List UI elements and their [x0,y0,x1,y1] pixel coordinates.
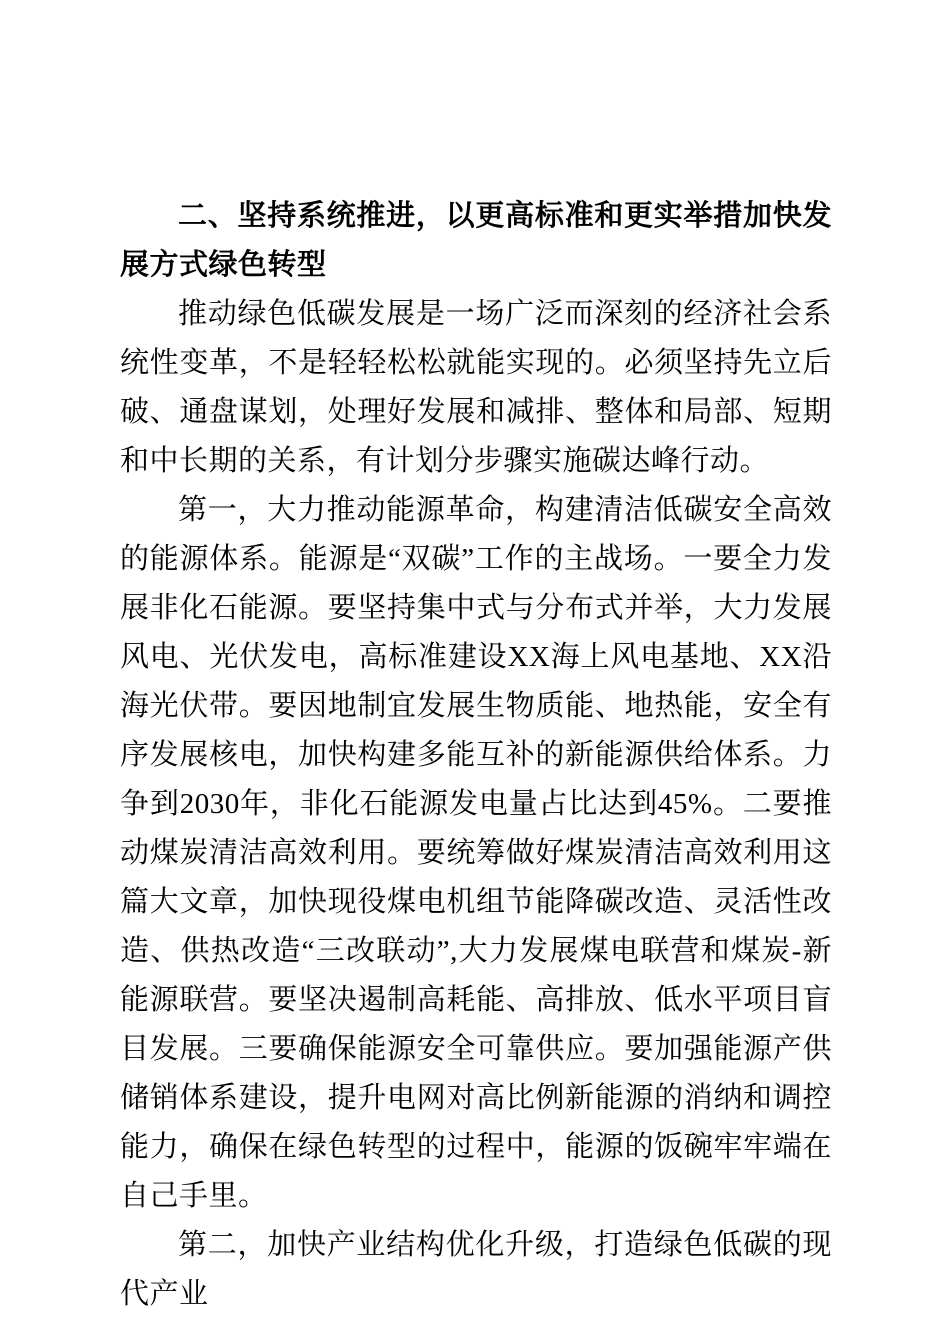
paragraph-second-point: 第二，加快产业结构优化升级，打造绿色低碳的现代产业 [120,1229,832,1310]
section-heading: 二、坚持系统推进，以更高标准和更实举措加快发展方式绿色转型 [120,200,832,281]
paragraph-first-point: 第一，大力推动能源革命，构建清洁低碳安全高效的能源体系。能源是“双碳”工作的主战场。一要全力发展非化石能源。要坚持集中式与分布式并举，大力发展风电、光伏发电，高标准建设XX海上风电基地、XX沿海光伏带。要因地制宜发展生物质能、地热能，安全有序发展核电，加快构建多能互补的新能源供给体系。力争到2030年，非化石能源发电量占比达到45%。二要推动煤炭清洁高效利用。要统筹做好煤炭清洁高效利用这篇大文章，加快现役煤电机组节能降碳改造、灵活性改造、供热改造“三改联动”,大力发展煤电联营和煤炭-新能源联营。要坚决遏制高耗能、高排放、低水平项目盲目发展。三要确保能源安全可靠供应。要加强能源产供储销体系建设，提升电网对高比例新能源的消纳和调控能力，确保在绿色转型的过程中，能源的饭碗牢牢端在自己手里。 [120,494,832,1212]
paragraph-intro: 推动绿色低碳发展是一场广泛而深刻的经济社会系统性变革，不是轻轻松松就能实现的。必须坚持先立后破、通盘谋划，处理好发展和减排、整体和局部、短期和中长期的关系，有计划分步骤实施碳达峰行动。 [120,298,832,477]
document-body [120,192,832,1319]
